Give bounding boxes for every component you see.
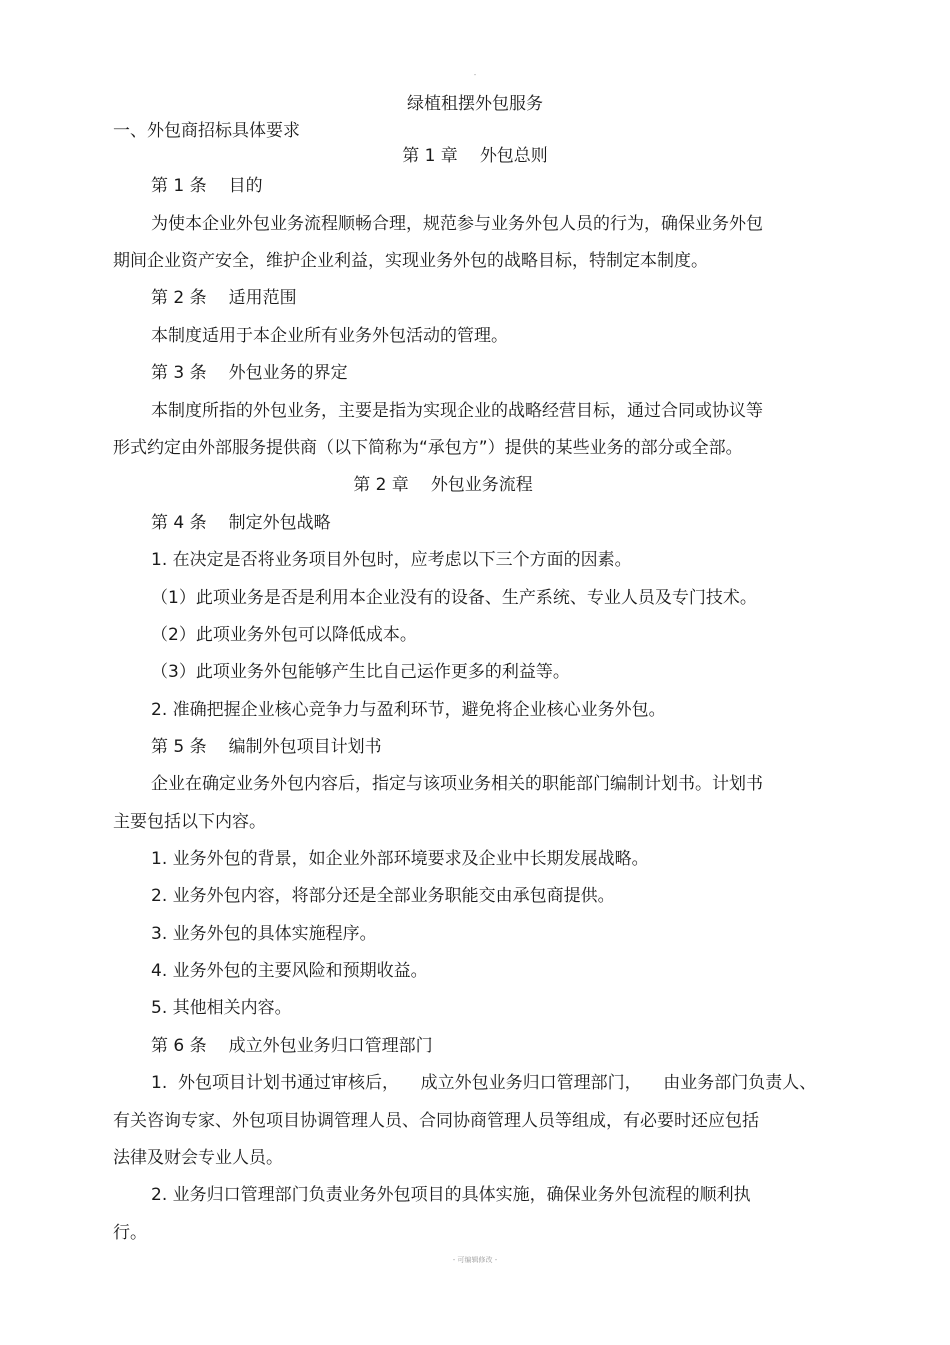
list-item: 3. 业务外包的具体实施程序。	[151, 924, 377, 944]
section-heading: 一、外包商招标具体要求	[113, 121, 300, 141]
article-2-heading	[151, 287, 297, 309]
article-4-heading	[151, 512, 331, 534]
paragraph-line: 本制度所指的外包业务，主要是指为实现企业的战略经营目标，通过合同或协议等	[151, 401, 763, 421]
list-item: 2. 业务外包内容，将部分还是全部业务职能交由承包商提供。	[151, 886, 615, 906]
paragraph-line: 本制度适用于本企业所有业务外包活动的管理。	[151, 326, 508, 346]
article-name: 成立外包业务归口管理部门	[228, 1036, 433, 1056]
article-3-heading	[151, 362, 348, 384]
article-number: 第 4 条	[151, 513, 207, 533]
article-name: 适用范围	[228, 288, 297, 308]
top-mark: -	[473, 71, 477, 79]
paragraph-line: 期间企业资产安全，维护企业利益，实现业务外包的战略目标，特制定本制度。	[113, 251, 708, 271]
chapter-1-heading	[0, 145, 950, 167]
page-footer: - 可编辑修改 -	[452, 1256, 498, 1264]
list-item: 1. 外包项目计划书通过审核后， 成立外包业务归口管理部门， 由业务部门负责人、	[151, 1073, 817, 1093]
chapter-number: 第 1 章	[402, 146, 458, 166]
sub-list-item: （2）此项业务外包可以降低成本。	[151, 625, 417, 645]
sub-list-item: （1）此项业务是否是利用本企业没有的设备、生产系统、专业人员及专门技术。	[151, 588, 757, 608]
article-number: 第 5 条	[151, 737, 207, 757]
chapter-name: 外包业务流程	[430, 475, 533, 495]
paragraph-line: 主要包括以下内容。	[113, 812, 266, 832]
article-number: 第 3 条	[151, 363, 207, 383]
article-6-heading	[151, 1035, 433, 1057]
sub-list-item: （3）此项业务外包能够产生比自己运作更多的利益等。	[151, 662, 570, 682]
article-name: 编制外包项目计划书	[228, 737, 382, 757]
chapter-name: 外包总则	[479, 146, 548, 166]
list-item: 4. 业务外包的主要风险和预期收益。	[151, 961, 428, 981]
article-name: 外包业务的界定	[228, 363, 348, 383]
article-number: 第 1 条	[151, 176, 207, 196]
article-number: 第 6 条	[151, 1036, 207, 1056]
paragraph-line: 为使本企业外包业务流程顺畅合理，规范参与业务外包人员的行为，确保业务外包	[151, 214, 763, 234]
article-1-heading	[151, 175, 263, 197]
article-5-heading	[151, 736, 382, 758]
article-number: 第 2 条	[151, 288, 207, 308]
article-name: 目的	[228, 176, 263, 196]
chapter-2-heading	[0, 474, 918, 496]
list-item: 2. 业务归口管理部门负责业务外包项目的具体实施，确保业务外包流程的顺利执	[151, 1185, 751, 1205]
paragraph-line: 企业在确定业务外包内容后，指定与该项业务相关的职能部门编制计划书。计划书	[151, 774, 763, 794]
paragraph-line: 形式约定由外部服务提供商（以下简称为“承包方”）提供的某些业务的部分或全部。	[113, 438, 743, 458]
list-item: 2. 准确把握企业核心竞争力与盈利环节，避免将企业核心业务外包。	[151, 700, 666, 720]
chapter-number: 第 2 章	[353, 475, 409, 495]
list-item: 1. 业务外包的背景，如企业外部环境要求及企业中长期发展战略。	[151, 849, 649, 869]
list-item: 1. 在决定是否将业务项目外包时，应考虑以下三个方面的因素。	[151, 550, 632, 570]
paragraph-line: 行。	[113, 1223, 147, 1243]
article-name: 制定外包战略	[228, 513, 331, 533]
paragraph-line: 有关咨询专家、外包项目协调管理人员、合同协商管理人员等组成，有必要时还应包括	[113, 1111, 759, 1131]
paragraph-line: 法律及财会专业人员。	[113, 1148, 283, 1168]
document-title: 绿植租摆外包服务	[407, 94, 543, 114]
list-item: 5. 其他相关内容。	[151, 998, 292, 1018]
